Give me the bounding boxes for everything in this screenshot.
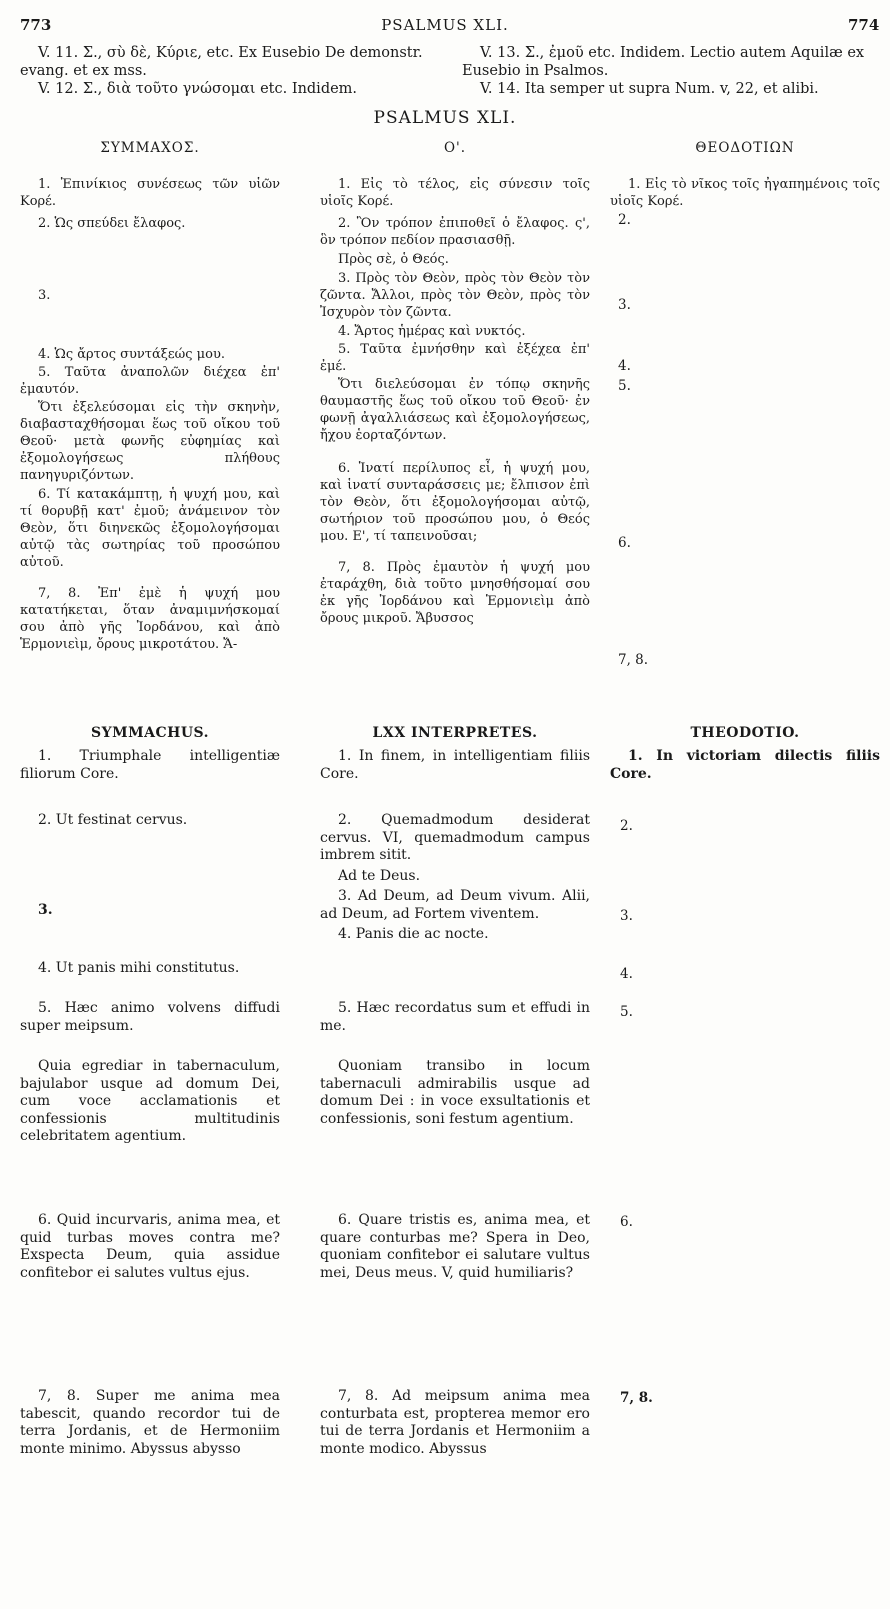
verse: 6. Ἱνατί περίλυπος εἶ, ἡ ψυχή μου, καὶ ἱνατί συνταράσσεις με; ἔλπισον ἐπὶ τὸν Θεὸν, ὅτι ἐξομολογήσομαι αὐτῷ, σωτήριον τοῦ προσώπου μου, ὁ Θεός μου. Ε', τί ταπεινοῦσαι; <box>320 461 590 544</box>
latin-lxx-v2 <box>320 812 590 944</box>
verse: 6. Quid incurvaris, anima mea, et quid turbas moves contra me? Exspecta Deum, quia assidue confitebor ei salutes vultus ejus. <box>20 1212 280 1281</box>
verse: 6. Quare tristis es, anima mea, et quare conturbas me? Spera in Deo, quoniam confitebor ei salutare vultus mei, Deus meus. V, quid humiliaris? <box>320 1212 590 1281</box>
head-symmachus-latin: SYMMACHUS. <box>90 725 210 741</box>
verse: 2. Ὃν τρόπον ἐπιποθεῖ ὁ ἔλαφος. ς', ὃν τρόπον πεδίον πρασιασθῇ. <box>320 216 590 248</box>
latin-lxx-v5b <box>320 1058 590 1128</box>
verse: 4. Ἄρτος ἡμέρας καὶ νυκτός. <box>338 324 526 339</box>
note: V. 12. Σ., διὰ τοῦτο γνώσομαι etc. Indidem. <box>38 81 358 97</box>
verse-number: 5. <box>618 378 631 394</box>
latin-lxx-v6 <box>320 1212 590 1282</box>
verse: 7, 8. Ἐπ' ἐμὲ ἡ ψυχή μου κατατήκεται, ὅταν ἀναμιμνήσκομαί σου ἀπὸ γῆς Ἰορδάνου, καὶ ἀπὸ Ἑρμονιεὶμ, ὄρους μικροτάτου. Ἄ- <box>20 586 280 652</box>
verse: 1. Εἰς τὸ τέλος, εἰς σύνεσιν τοῖς υἱοῖς Κορέ. <box>320 177 590 209</box>
latin-lxx-v7 <box>320 1388 590 1458</box>
verse: 7, 8. Super me anima mea tabescit, quando recordor tui de terra Jordanis, et de Hermoniim monte minimo. Abyssus abysso <box>20 1388 280 1457</box>
latin-symmachus-v5 <box>20 1000 280 1035</box>
verse-number: 5. <box>620 1004 633 1020</box>
verse: 1. Triumphale intelligentiæ filiorum Core. <box>20 748 280 782</box>
verse: 3. Πρὸς τὸν Θεὸν, πρὸς τὸν Θεὸν τὸν ζῶντα. Ἄλλοι, πρὸς τὸν Θεὸν, πρὸς τὸν Ἰσχυρὸν τὸν ζῶντα. <box>320 271 590 320</box>
verse: 5. Ταῦτα ἐμνήσθην καὶ ἐξέχεα ἐπ' ἐμέ. <box>320 342 590 374</box>
verse: 5. Hæc recordatus sum et effudi in me. <box>320 1000 590 1034</box>
latin-symmachus-v3 <box>20 902 280 920</box>
verse: 5. Ταῦτα ἀναπολῶν διέχεα ἐπ' ἐμαυτόν. <box>20 365 280 397</box>
latin-symmachus-v6 <box>20 1212 280 1282</box>
latin-symmachus-v2 <box>20 812 280 830</box>
latin-lxx-v5 <box>320 1000 590 1035</box>
head-theodotion-greek: ΘΕΟΔΟΤΙΩΝ <box>695 140 795 156</box>
verse: 7, 8. Πρὸς ἐμαυτὸν ἡ ψυχή μου ἐταράχθη, διὰ τοῦτο μνησθήσομαί σου ἐκ γῆς Ἰορδάνου καὶ Ἑρμονιεὶμ ἀπὸ ὄρους μικροῦ. Ἄβυσσος <box>320 560 590 626</box>
head-theodotion-latin: THEODOTIO. <box>690 725 800 741</box>
verse: 2. Quemadmodum desiderat cervus. VI, quemadmodum campus imbrem sitit. <box>320 812 590 863</box>
verse: Πρὸς σὲ, ὁ Θεός. <box>338 252 449 267</box>
note: V. 11. Σ., σὺ δὲ, Κύριε, etc. Ex Eusebio De demonstr. evang. et ex mss. <box>20 45 423 79</box>
greek-theodotion-column <box>610 176 880 210</box>
verse: 6. Τί κατακάμπτῃ, ἡ ψυχή μου, καὶ τί θορυβῇ κατ' ἐμοῦ; ἀνάμεινον τὸν Θεὸν, ὅτι διηνεκῶς ἐξομολογήσομαι αὐτῷ τὰς σωτηρίας τοῦ προσώπου αὐτοῦ. <box>20 487 280 570</box>
head-lxx-latin: LXX INTERPRETES. <box>372 725 538 741</box>
verse: 4. Ut panis mihi constitutus. <box>38 960 240 976</box>
note: V. 13. Σ., ἐμοῦ etc. Indidem. Lectio autem Aquilæ ex Eusebio in Psalmos. <box>462 45 865 79</box>
psalm-title: PSALMUS XLI. <box>373 108 517 128</box>
running-title: PSALMUS XLI. <box>381 16 509 34</box>
verse: 5. Hæc animo volvens diffudi super meipsum. <box>20 1000 280 1034</box>
verse: 1. In victoriam dilectis filiis Core. <box>610 748 880 782</box>
verse: Ὅτι ἐξελεύσομαι εἰς τὴν σκηνὴν, διαβασταχθήσομαι ἕως τοῦ οἴκου τοῦ Θεοῦ· μετὰ φωνῆς εὐφημίας καὶ ἐξομολογήσεως πλήθους πανηγυριζόντων. <box>20 400 280 483</box>
verse: 3. <box>38 902 53 918</box>
page-number-left: 773 <box>20 16 52 34</box>
verse-number: 4. <box>620 966 633 982</box>
verse: 3. <box>38 288 51 303</box>
verse-number: 3. <box>620 908 633 924</box>
notes-right <box>462 44 882 98</box>
verse: 3. Ad Deum, ad Deum vivum. Alii, ad Deum, ad Fortem viventem. <box>320 888 590 922</box>
head-lxx-greek: Ο'. <box>443 140 467 156</box>
verse: 2. Ut festinat cervus. <box>38 812 188 828</box>
head-symmachus-greek: ΣΥΜΜΑΧΟΣ. <box>100 140 200 156</box>
verse: Ad te Deus. <box>338 867 421 884</box>
verse: Ὅτι διελεύσομαι ἐν τόπῳ σκηνῆς θαυμαστῆς ἕως τοῦ οἴκου τοῦ Θεοῦ· ἐν φωνῇ ἀγαλλιάσεως καὶ ἐξομολογήσεως, ἤχου ἑορταζόντων. <box>320 377 590 443</box>
latin-symmachus-v7 <box>20 1388 280 1458</box>
latin-symmachus-v5b <box>20 1058 280 1146</box>
verse-number: 2. <box>620 818 633 834</box>
verse: 4. Panis die ac nocte. <box>338 926 489 942</box>
verse: Quoniam transibo in locum tabernaculi admirabilis usque ad domum Dei : in voce exsultationis et confessionis, soni festum agentium. <box>320 1058 590 1127</box>
verse-number: 6. <box>618 535 631 551</box>
verse-number: 7, 8. <box>620 1390 653 1406</box>
verse-number: 7, 8. <box>618 652 649 668</box>
verse: 2. Ὡς σπεύδει ἔλαφος. <box>38 216 186 231</box>
verse: 1. Ἐπινίκιος συνέσεως τῶν υἱῶν Κορέ. <box>20 177 280 209</box>
verse: 1. In finem, in intelligentiam filiis Core. <box>320 748 590 782</box>
latin-lxx-v1 <box>320 748 590 783</box>
verse-number: 4. <box>618 358 631 374</box>
latin-symmachus-v1 <box>20 748 280 783</box>
verse: 4. Ὡς ἄρτος συντάξεώς μου. <box>38 347 225 362</box>
verse-number: 3. <box>618 297 631 313</box>
greek-lxx-column <box>320 176 590 627</box>
verse-number: 6. <box>620 1214 633 1230</box>
verse: 7, 8. Ad meipsum anima mea conturbata est, propterea memor ero tui de terra Jordanis et Hermoniim a monte modico. Abyssus <box>320 1388 590 1457</box>
verse: 1. Εἰς τὸ νῖκος τοῖς ἠγαπημένοις τοῖς υἱοῖς Κορέ. <box>610 177 880 209</box>
verse: Quia egrediar in tabernaculum, bajulabor usque ad domum Dei, cum voce acclamationis et confessionis multitudinis celebritatem agentium. <box>20 1058 280 1144</box>
latin-theodotion-v1 <box>610 748 880 783</box>
greek-symmachus-column <box>20 176 280 653</box>
latin-symmachus-v4 <box>20 960 280 978</box>
verse-number: 2. <box>618 212 631 228</box>
page-number-right: 774 <box>848 16 880 34</box>
note: V. 14. Ita semper ut supra Num. v, 22, et alibi. <box>480 81 819 97</box>
notes-left <box>20 44 440 98</box>
